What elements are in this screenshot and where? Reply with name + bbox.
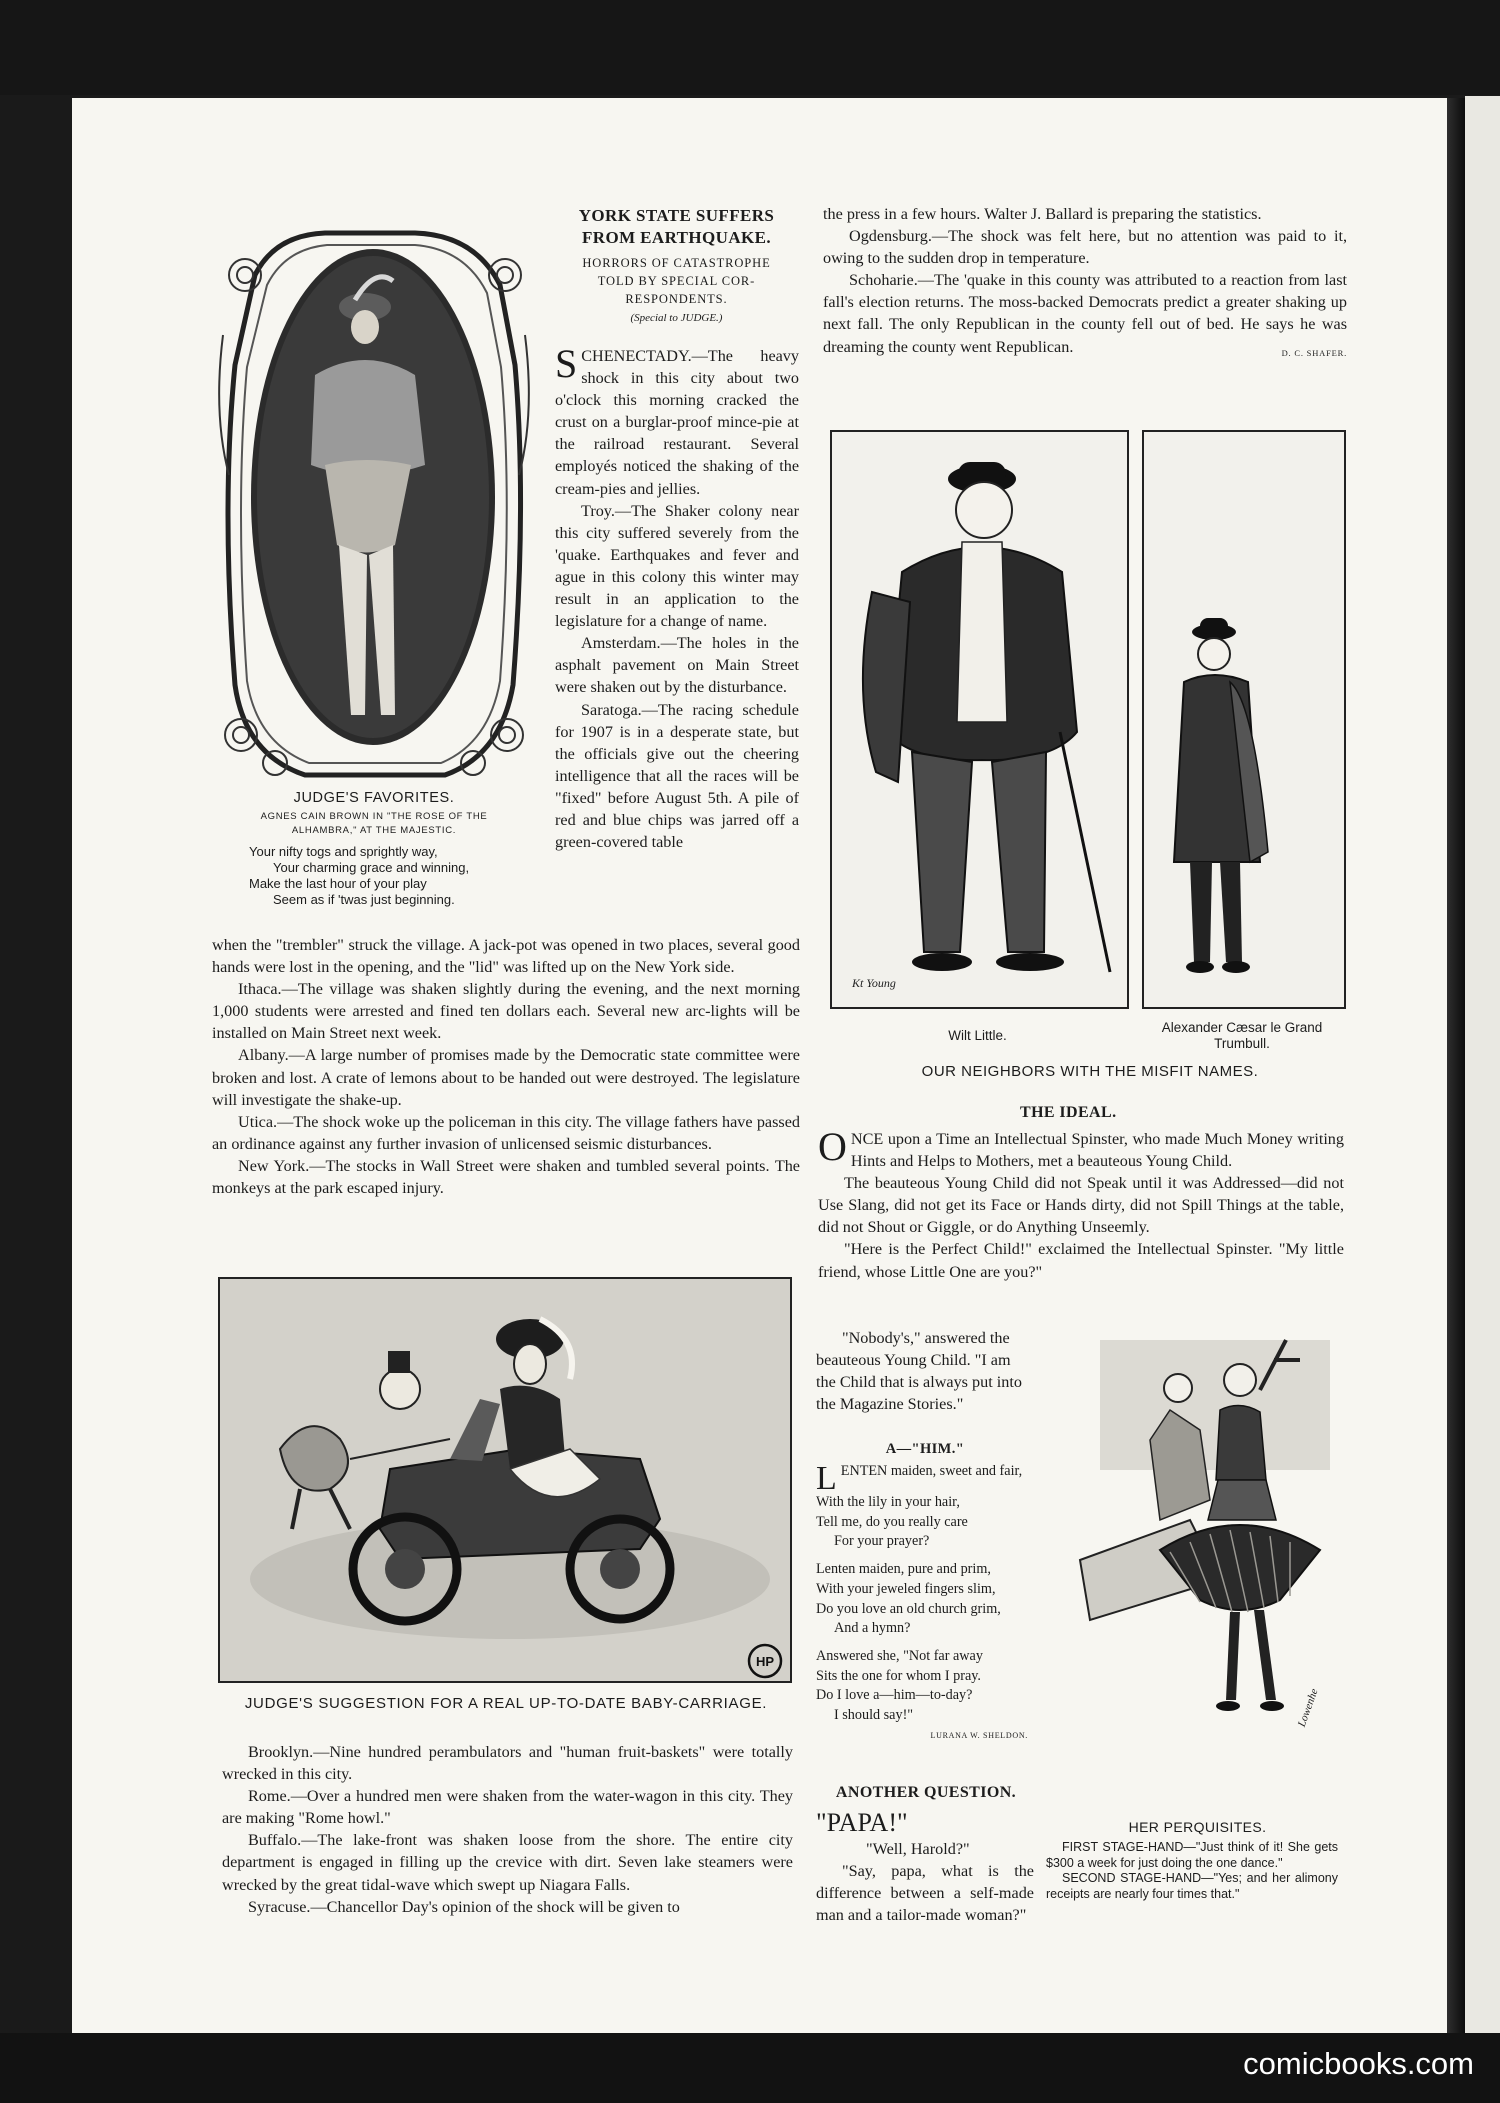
favorites-verse xyxy=(215,844,533,908)
ideal-article xyxy=(818,1124,1344,1283)
signature: D. C. SHAFER. xyxy=(1281,347,1347,358)
earthquake-narrow-column xyxy=(555,341,799,853)
poem-line: Do you love an old church grim, xyxy=(816,1600,1001,1617)
source-watermark: comicbooks.com xyxy=(1243,2046,1474,2081)
artist-monogram: HP xyxy=(755,1654,775,1669)
trumbull-drawing xyxy=(1144,432,1344,1007)
verse-line: Seem as if 'twas just beginning. xyxy=(273,892,455,907)
earthquake-subtitle: HORRORS OF CATASTROPHE xyxy=(582,256,771,270)
him-title: A—"HIM." xyxy=(885,1441,965,1457)
ideal-article-narrow xyxy=(816,1327,1034,1415)
poem-line: Do I love a—him—to-day? xyxy=(816,1687,973,1704)
facing-page-edge xyxy=(1465,96,1500,2036)
paragraph: "Say, papa, what is the difference between a self-made man and a tailor-made woman?" xyxy=(816,1862,1034,1925)
paragraph: "Nobody's," answered the beauteous Young Child. "I am the Child that is always put into the Magazine Stories." xyxy=(816,1329,1022,1414)
poem-line: For your prayer? xyxy=(834,1533,930,1550)
poem-line: Tell me, do you really care xyxy=(816,1513,968,1530)
verse-line: Your nifty togs and sprightly way, xyxy=(249,844,438,859)
earthquake-title: FROM EARTHQUAKE. xyxy=(581,228,772,247)
paragraph: Utica.—The shock woke up the policeman in this city. The village fathers have passed an ordinance against any further invasion of unlicensed seismic disturbances. xyxy=(212,1112,800,1153)
favorites-subtitle-line: AGNES CAIN BROWN IN "THE ROSE OF THE xyxy=(260,811,488,822)
trumbull-label-line: Alexander Cæsar le Grand xyxy=(1161,1020,1323,1035)
verse-line: Make the last hour of your play xyxy=(249,876,427,891)
paragraph: Amsterdam.—The holes in the asphalt pavement on Main Street were shaken out by the disturbance. xyxy=(555,634,799,697)
earthquake-subtitle: RESPONDENTS. xyxy=(625,292,728,306)
poem-line: Sits the one for whom I pray. xyxy=(816,1667,981,1684)
wilt-little-label: Wilt Little. xyxy=(948,1028,1007,1043)
earthquake-lower-column xyxy=(222,1741,793,1918)
dialogue-line: FIRST STAGE-HAND—"Just think of it! She gets $300 a week for just doing the one dance." xyxy=(1046,1840,1338,1870)
drop-cap: O xyxy=(818,1124,847,1169)
paragraph-text: NCE upon a Time an Intellectual Spinster, who made Much Money writing Hints and Helps to Mothers, met a beauteous Young Child. xyxy=(850,1130,1344,1171)
earthquake-wide-column xyxy=(212,934,800,1199)
trumbull-label xyxy=(1128,1020,1356,1052)
poem-line: With the lily in your hair, xyxy=(816,1494,960,1510)
earthquake-title: YORK STATE SUFFERS xyxy=(578,206,775,225)
trumbull-panel xyxy=(1142,430,1346,1009)
paragraph: Troy.—The Shaker colony near this city suffered severely from the 'quake. Earthquakes and fever and ague in this colony this winter may result in an application to the legislature for a change of name. xyxy=(555,501,799,631)
perquisites-caption xyxy=(1046,1840,1338,1902)
portrait-figure xyxy=(215,215,533,790)
paragraph: "Well, Harold?" xyxy=(866,1840,970,1858)
paragraph: Saratoga.—The racing schedule for 1907 is in a desperate state, but the officials give out the cheering intelligence that all the races will be "fixed" before August 5th. A pile of red and blue chips was jarred off a green-covered table xyxy=(555,700,799,852)
baby-carriage-caption: JUDGE'S SUGGESTION FOR A REAL UP-TO-DATE BABY-CARRIAGE. xyxy=(244,1695,768,1712)
favorites-subtitle xyxy=(215,810,533,838)
paragraph: Rome.—Over a hundred men were shaken from the water-wagon in this city. They are making "Rome howl." xyxy=(222,1787,793,1828)
earthquake-right-column xyxy=(823,203,1347,364)
poem-line xyxy=(816,1460,1036,1497)
paragraph: "Here is the Perfect Child!" exclaimed the Intellectual Spinster. "My little friend, whose Little One are you?" xyxy=(818,1240,1344,1281)
misfit-title: OUR NEIGHBORS WITH THE MISFIT NAMES. xyxy=(921,1063,1259,1080)
poem-line: I should say!" xyxy=(834,1707,914,1724)
poem-line: With your jeweled fingers slim, xyxy=(816,1580,996,1597)
page-gutter xyxy=(1447,98,1465,2033)
artist-signature: Kt Young xyxy=(852,976,896,990)
another-article xyxy=(816,1808,1034,1926)
earthquake-header xyxy=(553,205,800,324)
paragraph xyxy=(818,1124,1344,1172)
scan-border-top xyxy=(0,0,1500,95)
wilt-little-panel xyxy=(830,430,1129,1009)
perquisites-title: HER PERQUISITES. xyxy=(1128,1819,1267,1835)
paragraph: Schoharie.—The 'quake in this county was attributed to a reaction from last fall's election returns. The moss-backed Democrats predict a greater shaking up next fall. The only Republican in the county fell out of bed. He says he was dreaming the county went Republican. xyxy=(823,271,1347,356)
paragraph: Buffalo.—The lake-front was shaken loose from the shore. The entire city department is engaged in filling up the crevice with dirt. Seven lake steamers were wrecked by the great tidal-wave which swept up Niagara Falls. xyxy=(222,1831,793,1894)
baby-carriage-illustration xyxy=(218,1277,792,1683)
artist-signature: Lowenhe xyxy=(1295,1687,1321,1729)
perquisites-illustration xyxy=(1060,1320,1350,1760)
paragraph: Albany.—A large number of promises made by the Democratic state committee were broken and lost. A crate of lemons about to be handed out were destroyed. The legislature will investigate the shake-up. xyxy=(212,1046,800,1109)
paragraph-text: CHENECTADY.—The heavy shock in this city about two o'clock this morning cracked the crust on a burglar-proof mince-pie at the railroad restaurant. Several employés noticed the shaking of the cream-pies and jellies. xyxy=(555,347,799,498)
trumbull-label-line: Trumbull. xyxy=(1214,1036,1270,1051)
portrait-frame-illustration xyxy=(215,215,533,790)
poem-line: And a hymn? xyxy=(834,1620,911,1637)
paragraph: Ithaca.—The village was shaken slightly during the evening, and the next morning 1,000 students were arrested and fined ten dollars each. Several new arc-lights will be installed on Main Street next week. xyxy=(212,980,800,1043)
ideal-title: THE IDEAL. xyxy=(1020,1104,1117,1121)
earthquake-subtitle: TOLD BY SPECIAL COR- xyxy=(597,274,756,288)
paragraph: the press in a few hours. Walter J. Ballard is preparing the statistics. xyxy=(823,205,1262,223)
verse-line: Your charming grace and winning, xyxy=(273,860,470,875)
special-note: (Special to JUDGE.) xyxy=(630,312,723,324)
poem-author: LURANA W. SHELDON. xyxy=(930,1730,1028,1740)
him-poem xyxy=(816,1462,1036,1745)
paragraph: Ogdensburg.—The shock was felt here, but no attention was paid to it, owing to the sudden drop in temperature. xyxy=(823,227,1347,268)
dialogue-line: SECOND STAGE-HAND—"Yes; and her alimony receipts are nearly four times that." xyxy=(1046,1871,1338,1901)
paragraph: when the "trembler" struck the village. A jack-pot was opened in two places, several good hands were lost in the opening, and the "lid" was lifted up on the New York side. xyxy=(212,936,800,977)
poem-line-text: ENTEN maiden, sweet and fair, xyxy=(840,1463,1023,1479)
drop-cap: L xyxy=(816,1460,837,1497)
wilt-little-drawing xyxy=(832,432,1127,1007)
perquisites-drawing xyxy=(1060,1320,1350,1760)
paragraph: New York.—The stocks in Wall Street were shaken and tumbled several points. The monkeys at the park escaped injury. xyxy=(212,1156,800,1198)
poem-line: Lenten maiden, pure and prim, xyxy=(816,1561,991,1578)
favorites-subtitle-line: ALHAMBRA," AT THE MAJESTIC. xyxy=(291,825,457,836)
paragraph: Brooklyn.—Nine hundred perambulators and "human fruit-baskets" were totally wrecked in this city. xyxy=(222,1743,793,1784)
poem-line: Answered she, "Not far away xyxy=(816,1647,983,1664)
another-title: ANOTHER QUESTION. xyxy=(835,1784,1017,1801)
paragraph: "PAPA!" xyxy=(816,1808,908,1837)
baby-carriage-drawing xyxy=(220,1279,790,1681)
paragraph xyxy=(555,341,799,500)
paragraph: The beauteous Young Child did not Speak until it was Addressed—did not Use Slang, did not get its Face or Hands dirty, did not Spill Things at the table, did not Shout or Giggle, or do Anything Unseemly. xyxy=(818,1174,1344,1237)
drop-cap: S xyxy=(555,341,578,386)
favorites-title: JUDGE'S FAVORITES. xyxy=(293,790,455,806)
favorites-caption xyxy=(215,790,533,908)
paragraph: Syracuse.—Chancellor Day's opinion of the shock will be given to xyxy=(248,1897,680,1916)
